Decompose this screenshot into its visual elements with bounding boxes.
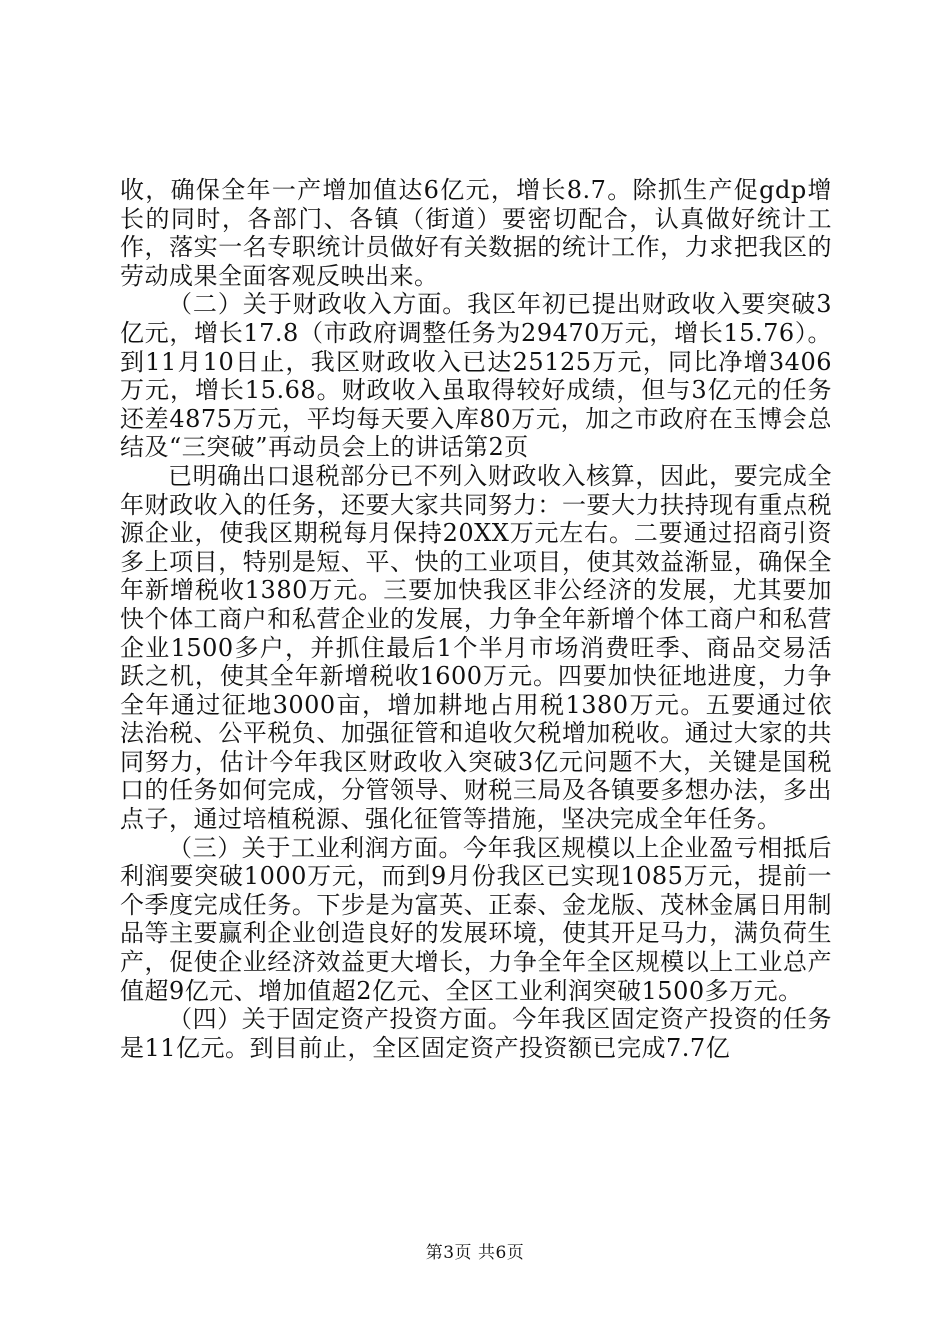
- page-footer: 第3页 共6页: [425, 1243, 525, 1263]
- paragraph-fiscal-measures: 已明确出口退税部分已不列入财政收入核算，因此，要完成全年财政收入的任务，还要大家共同努力：一要大力扶持现有重点税源企业，使我区期税每月保持20XX万元左右。二要通过招商引资多上项目，特别是短、平、快的工业项目，使其效益渐显，确保全年新增税收1380万元。三要加快我区非公经济的发展，尤其要加快个体工商户和私营企业的发展，力争全年新增个体工商户和私营企业1500多户，并抓住最后1个半月市场消费旺季、商品交易活跃之机，使其全年新增税收1600万元。四要加快征地进度，力争全年通过征地3000亩，增加耕地占用税1380万元。五要通过依法治税、公平税负、加强征管和追收欠税增加税收。通过大家的共同努力，估计今年我区财政收入突破3亿元问题不大，关键是国税口的任务如何完成，分管领导、财税三局及各镇要多想办法，多出点子，通过培植税源、强化征管等措施，坚决完成全年任务。: [120, 461, 832, 834]
- paragraph-fiscal-revenue: （二）关于财政收入方面。我区年初已提出财政收入要突破3亿元，增长17.8（市政府调整任务为29470万元，增长15.76）。到11月10日止，我区财政收入已达25125万元，同比净增3406万元，增长15.68。财政收入虽取得较好成绩，但与3亿元的任务还差4875万元，平均每天要入库80万元，加之市政府在玉博会总结及“三突破”再动员会上的讲话第2页: [120, 290, 832, 462]
- paragraph-continuation-gdp: 收，确保全年一产增加值达6亿元，增长8.7。除抓生产促gdp增长的同时，各部门、各镇（街道）要密切配合，认真做好统计工作，落实一名专职统计员做好有关数据的统计工作，力求把我区的劳动成果全面客观反映出来。: [120, 176, 832, 290]
- paragraph-industrial-profit: （三）关于工业利润方面。今年我区规模以上企业盈亏相抵后利润要突破1000万元，而到9月份我区已实现1085万元，提前一个季度完成任务。下步是为富英、正泰、金龙版、茂林金属日用制品等主要赢利企业创造良好的发展环境，使其开足马力，满负荷生产，促使企业经济效益更大增长，力争全年全区规模以上工业总产值超9亿元、增加值超2亿元、全区工业利润突破1500多万元。: [120, 833, 832, 1005]
- paragraph-fixed-asset-investment: （四）关于固定资产投资方面。今年我区固定资产投资的任务是11亿元。到目前止，全区固定资产投资额已完成7.7亿: [120, 1005, 832, 1062]
- document-body: [120, 176, 832, 1062]
